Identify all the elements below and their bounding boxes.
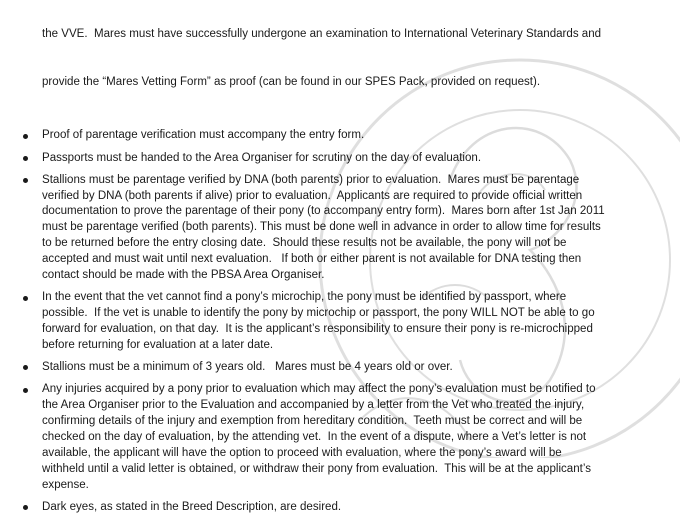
text-line: Proof of parentage verification must accompany the entry form. [42,129,365,142]
bullet-icon [23,365,28,370]
text-line: withheld until a valid letter is obtained, or withdraw their pony from evaluation. This will be at the applicant’s [42,462,591,475]
text-line: possible. If the vet is unable to identify the pony by microchip or passport, the pony WILL NOT be able to go [42,307,595,320]
text-line: Stallions must be a minimum of 3 years old. Mares must be 4 years old or over. [42,360,453,373]
requirements-list [0,128,680,515]
text-line: Any injuries acquired by a pony prior to evaluation which may affect the pony’s evaluation must be notified to [42,383,596,396]
text-line: to be returned before the entry closing date. Should these results not be available, the pony will not be [42,237,567,250]
bullet-icon [23,296,28,301]
text-line: accepted and must wait until next evaluation. If both or either parent is not available for DNA testing then [42,253,582,266]
list-item [0,500,680,516]
bullet-icon [23,505,28,510]
bullet-icon [23,388,28,393]
text-line: documentation to prove the parentage of their pony (to accompany entry form). Mares born after 1st Jan 2011 [42,205,605,218]
text-line: must be parentage verified (both parents). This must be done well in advance in order to allow time for results [42,221,601,234]
continuation-paragraph [42,0,674,122]
bullet-icon [23,178,28,183]
list-item [0,128,680,144]
list-item [0,290,680,354]
text-line: In the event that the vet cannot find a pony’s microchip, the pony must be identified by passport, where [42,291,567,304]
text-line: the VVE. Mares must have successfully undergone an examination to International Veterinary Standards and [42,27,602,40]
list-item [0,382,680,493]
bullet-icon [23,156,28,161]
text-line: Dark eyes, as stated in the Breed Description, are desired. [42,500,342,513]
text-line: expense. [42,478,89,491]
text-line: contact should be made with the PBSA Area Organiser. [42,269,325,282]
text-line: the Area Organiser prior to the Evaluation and accompanied by a letter from the Vet who treated the injury, [42,398,585,411]
list-item [0,173,680,284]
text-line: forward for evaluation, on that day. It is the applicant’s responsibility to ensure their pony is re-microchipped [42,322,593,335]
text-line: confirming details of the injury and exemption from hereditary condition. Teeth must be correct and will be [42,414,583,427]
bullet-icon [23,134,28,139]
text-line: verified by DNA (both parents if alive) prior to evaluation. Applicants are required to provide official written [42,189,583,202]
text-line: provide the “Mares Vetting Form” as proof (can be found in our SPES Pack, provided on request). [42,75,541,88]
text-line: before returning for evaluation at a later date. [42,338,274,351]
list-item [0,151,680,167]
text-line: checked on the day of evaluation, by the attending vet. In the event of a dispute, where a Vet’s letter is not [42,430,587,443]
text-line: available, the applicant will have the option to proceed with evaluation, where the pony’s award will be [42,446,562,459]
text-line: Stallions must be parentage verified by DNA (both parents) prior to evaluation. Mares must be parentage [42,173,580,186]
list-item [0,360,680,376]
text-line: Passports must be handed to the Area Organiser for scrutiny on the day of evaluation. [42,151,482,164]
